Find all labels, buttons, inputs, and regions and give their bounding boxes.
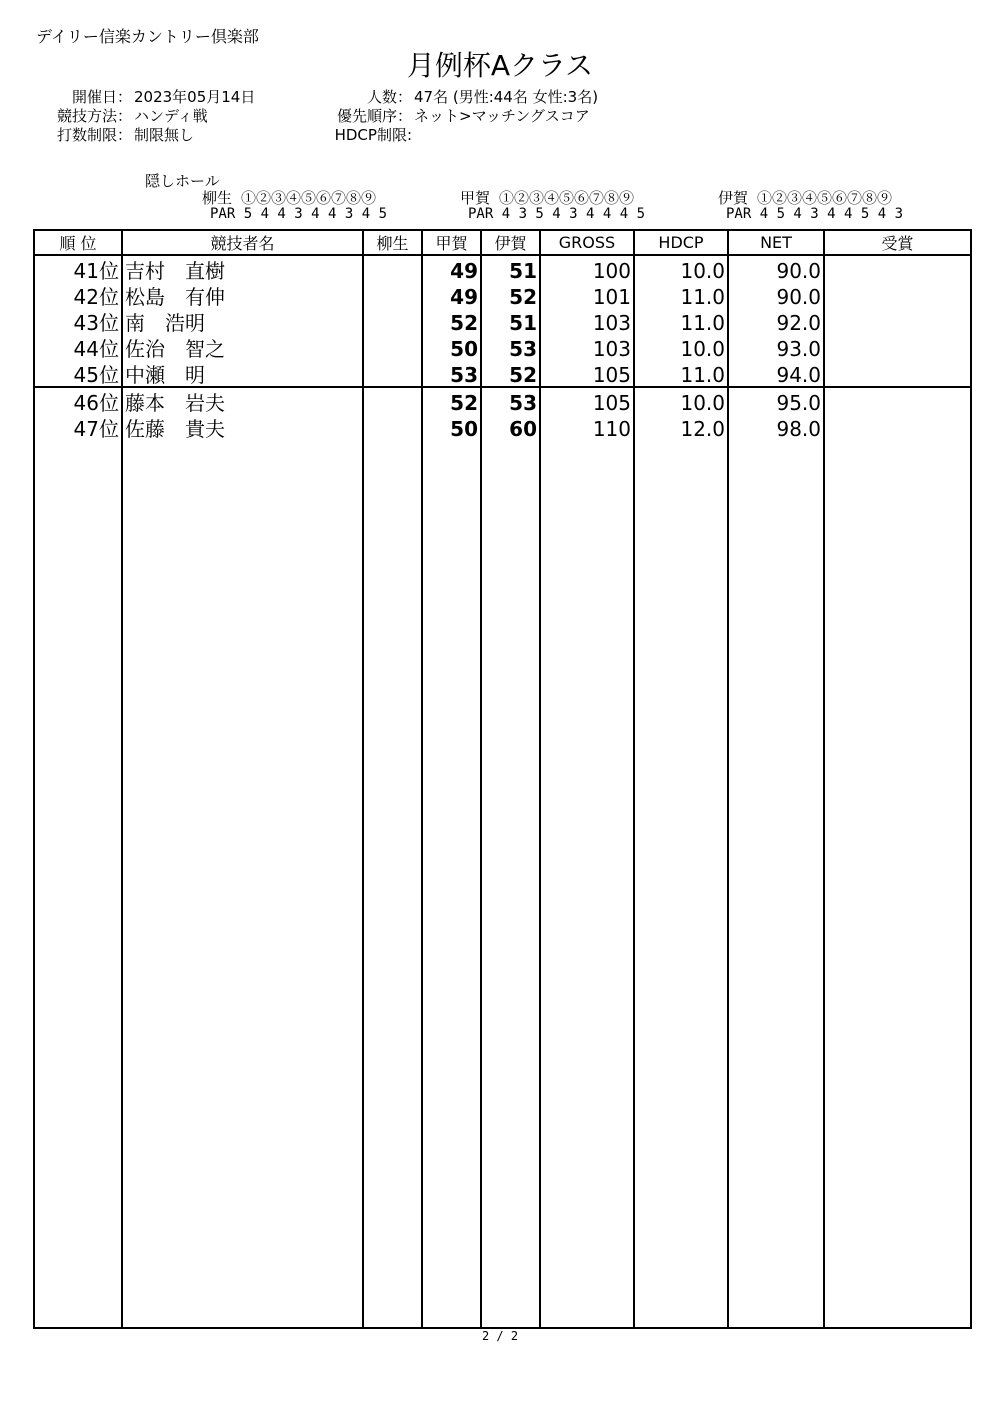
net-cell: 94.0 (728, 360, 824, 387)
koka-cell: 52 (422, 308, 481, 334)
player-name-cell: 中瀬 明 (122, 360, 363, 387)
course-iga-holes (718, 187, 892, 208)
yagyu-cell (363, 334, 422, 360)
priority-label: 優先順序： (336, 107, 412, 125)
gross-cell: 105 (540, 360, 634, 387)
rank-cell: 44位 (34, 334, 122, 360)
rank-cell: 43位 (34, 308, 122, 334)
table-row (34, 282, 971, 308)
hole-marks: ①②③④⑤⑥⑦⑧⑨ (757, 189, 893, 207)
hdcp-limit-label: HDCP制限: (334, 126, 412, 144)
table-row (34, 360, 971, 387)
header-iga: 伊賀 (481, 230, 540, 255)
header-award: 受賞 (824, 230, 971, 255)
iga-cell: 53 (481, 387, 540, 414)
strokes-value: 制限無し (134, 126, 195, 144)
course-yagyu-holes (202, 187, 376, 208)
player-name-cell: 松島 有伸 (122, 282, 363, 308)
award-cell (824, 255, 971, 282)
rank-cell: 46位 (34, 387, 122, 414)
award-cell (824, 414, 971, 440)
table-row (34, 387, 971, 414)
koka-cell: 52 (422, 387, 481, 414)
hdcp-cell: 11.0 (634, 308, 728, 334)
koka-cell: 53 (422, 360, 481, 387)
yagyu-cell (363, 308, 422, 334)
player-name-cell: 吉村 直樹 (122, 255, 363, 282)
header-koka: 甲賀 (422, 230, 481, 255)
player-name-cell: 南 浩明 (122, 308, 363, 334)
hdcp-cell: 10.0 (634, 255, 728, 282)
people-value: 47名 (男性:44名 女性:3名) (414, 88, 599, 106)
table-row (34, 414, 971, 440)
yagyu-cell (363, 255, 422, 282)
table-filler-row (34, 440, 971, 1328)
header-gross: GROSS (540, 230, 634, 255)
hole-marks: ①②③④⑤⑥⑦⑧⑨ (241, 189, 377, 207)
priority-value: ネット>マッチングスコア (414, 107, 590, 125)
header-hdcp: HDCP (634, 230, 728, 255)
course-name: 柳生 (202, 189, 233, 207)
page-number: 2 / 2 (481, 1329, 519, 1343)
gross-cell: 105 (540, 387, 634, 414)
results-table (33, 229, 972, 1329)
course-koka-par: PAR 4 3 5 4 3 4 4 4 5 (468, 206, 646, 222)
net-cell: 93.0 (728, 334, 824, 360)
course-iga-par: PAR 4 5 4 3 4 4 5 4 3 (726, 206, 904, 222)
player-name-cell: 佐治 智之 (122, 334, 363, 360)
gross-cell: 103 (540, 308, 634, 334)
net-cell: 98.0 (728, 414, 824, 440)
hdcp-cell: 10.0 (634, 387, 728, 414)
iga-cell: 51 (481, 255, 540, 282)
gross-cell: 103 (540, 334, 634, 360)
table-header-row (34, 230, 971, 255)
table-row (34, 308, 971, 334)
course-name: 伊賀 (718, 189, 749, 207)
iga-cell: 52 (481, 360, 540, 387)
strokes-label: 打数制限： (56, 126, 132, 144)
yagyu-cell (363, 387, 422, 414)
table-row (34, 255, 971, 282)
player-name-cell: 佐藤 貴夫 (122, 414, 363, 440)
yagyu-cell (363, 360, 422, 387)
method-value: ハンディ戦 (134, 107, 208, 125)
hole-marks: ①②③④⑤⑥⑦⑧⑨ (499, 189, 635, 207)
koka-cell: 49 (422, 282, 481, 308)
method-label: 競技方法： (56, 107, 132, 125)
header-rank: 順 位 (34, 230, 122, 255)
gross-cell: 110 (540, 414, 634, 440)
koka-cell: 49 (422, 255, 481, 282)
rank-cell: 45位 (34, 360, 122, 387)
award-cell (824, 387, 971, 414)
yagyu-cell (363, 282, 422, 308)
header-net: NET (728, 230, 824, 255)
header-yagyu: 柳生 (363, 230, 422, 255)
course-yagyu-par: PAR 5 4 4 3 4 4 3 4 5 (210, 206, 388, 222)
date-value: 2023年05月14日 (134, 88, 256, 106)
koka-cell: 50 (422, 334, 481, 360)
net-cell: 90.0 (728, 282, 824, 308)
award-cell (824, 334, 971, 360)
player-name-cell: 藤本 岩夫 (122, 387, 363, 414)
people-label: 人数： (366, 88, 412, 106)
hdcp-cell: 11.0 (634, 282, 728, 308)
course-name: 甲賀 (460, 189, 491, 207)
header-player-name: 競技者名 (122, 230, 363, 255)
hdcp-cell: 10.0 (634, 334, 728, 360)
table-row (34, 334, 971, 360)
net-cell: 92.0 (728, 308, 824, 334)
rank-cell: 47位 (34, 414, 122, 440)
iga-cell: 53 (481, 334, 540, 360)
hdcp-cell: 11.0 (634, 360, 728, 387)
gross-cell: 101 (540, 282, 634, 308)
net-cell: 90.0 (728, 255, 824, 282)
page-title: 月例杯Aクラス (406, 49, 594, 82)
iga-cell: 52 (481, 282, 540, 308)
award-cell (824, 308, 971, 334)
gross-cell: 100 (540, 255, 634, 282)
koka-cell: 50 (422, 414, 481, 440)
hdcp-cell: 12.0 (634, 414, 728, 440)
net-cell: 95.0 (728, 387, 824, 414)
club-name: デイリー信楽カントリー倶楽部 (36, 27, 259, 46)
yagyu-cell (363, 414, 422, 440)
hidden-holes-label: 隠しホール (145, 172, 220, 190)
rank-cell: 41位 (34, 255, 122, 282)
iga-cell: 51 (481, 308, 540, 334)
rank-cell: 42位 (34, 282, 122, 308)
date-label: 開催日： (71, 88, 132, 106)
course-koka-holes (460, 187, 634, 208)
award-cell (824, 360, 971, 387)
iga-cell: 60 (481, 414, 540, 440)
award-cell (824, 282, 971, 308)
